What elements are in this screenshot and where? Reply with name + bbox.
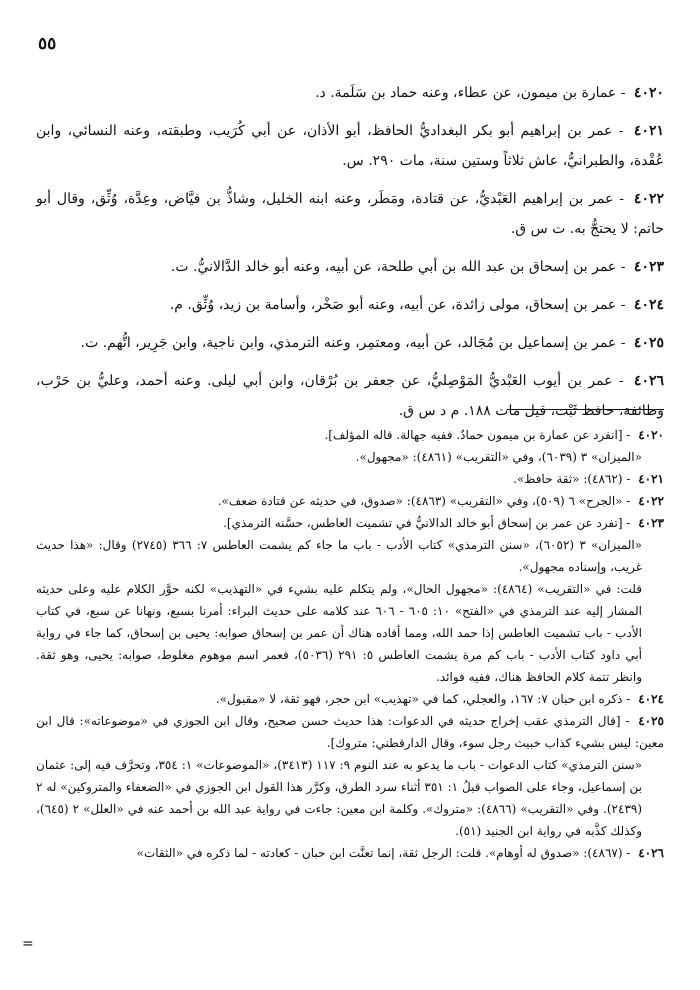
footnote bbox=[36, 842, 664, 864]
footnote-text: «سنن الترمذي» كتاب الدعوات - باب ما يدعو به عند النوم ٩: ١١٧ (٣٤١٣)، «الموضوعات» ١: ٣٥٤، وتحرَّف فيه إلى: عثمان بن إسماعيل، وجاء على الصواب قبلُ ١: ٣٥١ أثناء سرد الطرق، وكرَّر هذا القول ابن الجوزي في «الضعفاء والمتروكين» له ٢ (٢٤٣٩). وفي «التقريب» (٤٨٦٦): «متروك». وكلمة ابن معين: جاءت في رواية عبد الله بن أحمد عنه في «العلل» ٢ (٦٤٥)، وكذلك كذَّبه في رواية ابن الجنيد (٥١). bbox=[36, 758, 643, 838]
footnote bbox=[36, 512, 664, 534]
footnote-text: قلت: في «التقريب» (٤٨٦٤): «مجهول الحال»، ولم يتكلم عليه بشيء في «التهذيب» لكنه حوَّر الكلام عليه وعلى حديثه المشار إليه عند الترمذي في «الفتح» ١٠: ٦٠٥ - ٦٠٦ عند كلامه على حديث البراء: أمرنا بسبع، ونهانا عن سبع، في كتاب الأدب - باب تشميت العاطس إذا حمد الله، ومما أفاده هناك أن عمر بن إسحاق صوابه: يحيى بن إسحاق، كما جاء في رواية أبي داود كتاب الأدب - باب كم مرة يشمت العاطس ٥: ٢٩١ (٥٠٣٦)، فعمر اسم موهوم مغلوط، صوابه: يحيى، وهو ثقة. وانظر تتمة كلام الحافظ هناك، ففيه فوائد. bbox=[36, 582, 643, 684]
footnote-detail bbox=[36, 534, 664, 578]
main-entries bbox=[36, 78, 664, 434]
footnote-detail bbox=[36, 578, 664, 688]
footnote-text: «الميزان» ٣ (٦٠٣٩)، وفي «التقريب» (٤٨٦١): «مجهول». bbox=[355, 450, 642, 464]
entry-4026 bbox=[36, 366, 664, 426]
footnote-detail bbox=[36, 754, 664, 842]
footnote-text: - [قال الترمذي عقب إخراج حديثه في الدعوات: هذا حديث حسن صحيح، وقال ابن الجوزي في «موضوعاته»: قال ابن معين: ليس بشيء كذاب خبيث رجل سوء، وقال الدارقطني: متروك]. bbox=[36, 714, 664, 750]
page-number: ٥٥ bbox=[38, 34, 57, 54]
footnote-divider bbox=[507, 409, 664, 410]
entry-text: - عمر بن إسحاق، مولى زائدة، عن أبيه، وعنه أبو صَخْر، وأسامة بن زيد، وُثِّق. م. bbox=[169, 297, 626, 313]
footnote-text: - (٤٨٦٧): «صدوق له أوهام». قلت: الرجل ثقة، إنما تعنَّت ابن حبان - كعادته - لما ذكره في «الثقات» bbox=[136, 846, 631, 860]
footnote-number: ٤٠٢٣ bbox=[638, 516, 664, 530]
entry-text: - عمر بن إسحاق بن عبد الله بن أبي طلحة، عن أبيه، وعنه أبو خالد الدَّالانيُّ. ت. bbox=[170, 259, 626, 275]
footnotes bbox=[36, 424, 664, 864]
entry-text: - عمر بن إسماعيل بن مُجَالد، عن أبيه، ومعتمِر، وعنه الترمذي، وابن ناجية، وابن جَرِير، اتُّهم. ت. bbox=[80, 335, 626, 351]
entry-text: - عمر بن إبراهيم العَبْديُّ، عن قتادة، ومَطَر، وعنه ابنه الخليل، وشاذُّ بن فيَّاض، وعِدَّة، وُثِّق، وقال أبو حاتم: لا يحتجُّ به. ت س ق. bbox=[36, 191, 664, 237]
footnote-number: ٤٠٢٦ bbox=[638, 846, 664, 860]
footnote-number: ٤٠٢٥ bbox=[638, 714, 664, 728]
footnote-number: ٤٠٢٤ bbox=[638, 692, 664, 706]
footnote-number: ٤٠٢١ bbox=[638, 472, 664, 486]
footnote-text: - [تفرد عن عمر بن إسحاق أبو خالد الدالانيُّ في تشميت العاطس، حسَّنه الترمذي]. bbox=[223, 516, 631, 530]
footnote-text: - ذكره ابن حبان ٧: ١٦٧، والعجلي، كما في «تهذيب» ابن حجر، فهو ثقة، لا «مقبول». bbox=[215, 692, 631, 706]
entry-number: ٤٠٢٤ bbox=[633, 297, 664, 313]
footnote-text: «الميزان» ٣ (٦٠٥٢)، «سنن الترمذي» كتاب الأدب - باب ما جاء كم يشمت العاطس ٧: ٣٦٦ (٢٧٤٥) وقال: «هذا حديث غريب، وإسناده مجهول». bbox=[36, 538, 643, 574]
footnote bbox=[36, 468, 664, 490]
entry-text: - عمر بن إبراهيم أبو بكر البغداديُّ الحافظ، أبو الأذان، عن أبي كُرَيب، وطبقته، وعنه النسائي، وابن عُقْدة، والطبرانيُّ، عاش ثلاثاً وستين سنة، مات ٢٩٠. س. bbox=[36, 123, 664, 169]
entry-4021 bbox=[36, 116, 664, 176]
footnote-text: - (٤٨٦٢): «ثقة حافظ». bbox=[513, 472, 631, 486]
continuation-mark: = bbox=[22, 936, 34, 952]
entry-number: ٤٠٢٥ bbox=[633, 335, 664, 351]
entry-4022 bbox=[36, 184, 664, 244]
entry-4020 bbox=[36, 78, 664, 108]
footnote-text: - «الجرح» ٦ (٥٠٩)، وفي «التقريب» (٤٨٦٣): «صدوق، في حديثه عن قتادة ضعف». bbox=[217, 494, 631, 508]
footnote-detail bbox=[36, 446, 664, 468]
footnote-number: ٤٠٢٢ bbox=[638, 494, 664, 508]
entry-4023 bbox=[36, 252, 664, 282]
entry-text: - عمر بن أيوب العَبْديُّ المَوْصِليُّ، عن جعفر بن بُرْقان، وابن أبي ليلى. وعنه أحمد، وعليُّ بن حَرْب، وطائفة، حافظ ثَبْت، قيل مات ١٨٨. م د س ق. bbox=[36, 373, 664, 419]
entry-number: ٤٠٢٢ bbox=[633, 191, 664, 207]
footnote-text: - [انفرد عن عمارة بن ميمون حمادٌ. ففيه جهالة. قاله المؤلف]. bbox=[324, 428, 631, 442]
entry-number: ٤٠٢١ bbox=[633, 123, 664, 139]
entry-number: ٤٠٢٣ bbox=[633, 259, 664, 275]
entry-number: ٤٠٢٠ bbox=[633, 85, 664, 101]
entry-number: ٤٠٢٦ bbox=[633, 373, 664, 389]
footnote bbox=[36, 688, 664, 710]
footnote bbox=[36, 424, 664, 446]
entry-4025 bbox=[36, 328, 664, 358]
entry-4024 bbox=[36, 290, 664, 320]
footnote-number: ٤٠٢٠ bbox=[638, 428, 664, 442]
entry-text: - عمارة بن ميمون، عن عطاء، وعنه حماد بن سَلَمة. د. bbox=[315, 85, 626, 101]
footnote bbox=[36, 710, 664, 754]
footnote bbox=[36, 490, 664, 512]
